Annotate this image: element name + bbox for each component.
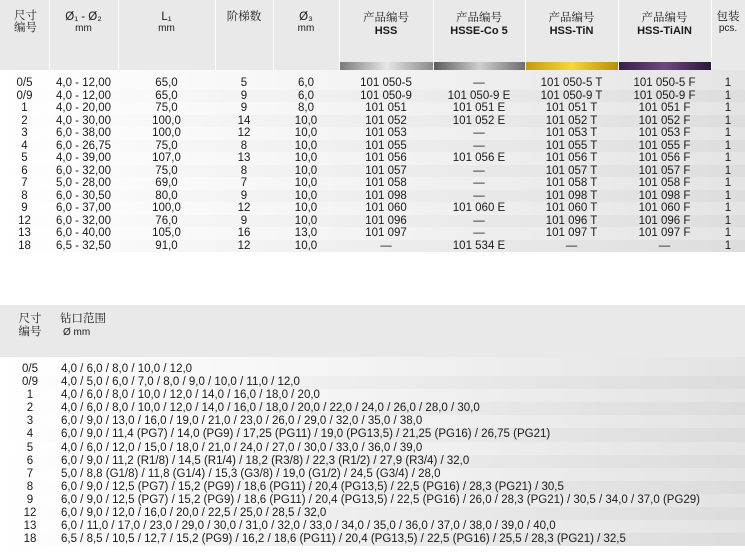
cell-steps: 8 <box>240 164 248 177</box>
cell-hss-code: 101 050-5 <box>360 77 412 89</box>
cell-hss-code: 101 050-9 <box>360 89 412 102</box>
cell-tialn-code: — <box>658 239 671 252</box>
cell-hsse-code: 101 060 E <box>452 202 506 214</box>
header-hss-name: HSS <box>374 25 398 37</box>
cell-steps: 14 <box>237 114 251 127</box>
header-hsse <box>433 0 525 70</box>
cell-hss-code: 101 097 <box>365 227 407 239</box>
cell-size: 12 <box>23 507 37 520</box>
cell-pack-qty: 1 <box>724 114 732 127</box>
product-table-body <box>0 70 745 252</box>
header-diameter-label: Ø₁ - Ø₂ <box>65 11 102 23</box>
cell-drill-range: 6,0 / 9,0 / 12,0 / 16,0 / 20,0 / 22,5 / 25,0 / 28,5 / 32,0 <box>61 507 327 520</box>
product-table <box>0 0 745 252</box>
table-row <box>0 428 745 441</box>
cell-diameter-range: 6,0 - 26,75 <box>56 139 111 152</box>
header-steps-label: 阶梯数 <box>226 11 262 23</box>
cell-drill-range: 4,0 / 5,0 / 6,0 / 7,0 / 8,0 / 9,0 / 10,0 / 11,0 / 12,0 <box>61 376 300 389</box>
cell-hsse-code: — <box>473 127 485 139</box>
cell-drill-range: 6,0 / 11,0 / 17,0 / 23,0 / 29,0 / 30,0 / 31,0 / 32,0 / 33,0 / 34,0 / 35,0 / 36,0 / 37,0 / 38,0 / 39,0 / 40,0 <box>61 520 556 533</box>
cell-drill-range: 4,0 / 6,0 / 12,0 / 15,0 / 18,0 / 21,0 / 24,0 / 27,0 / 30,0 / 33,0 / 36,0 / 39,0 <box>61 441 423 454</box>
cell-shank-diameter: 8,0 <box>298 102 314 114</box>
cell-drill-range: 4,0 / 6,0 / 8,0 / 10,0 / 12,0 / 14,0 / 16,0 / 18,0 / 20,0 / 22,0 / 24,0 / 26,0 / 28,0 / 30,0 <box>61 402 480 415</box>
cell-size: 8 <box>21 189 28 202</box>
cell-drill-range: 6,0 / 9,0 / 12,5 (PG7) / 15,2 (PG9) / 18,6 (PG11) / 20,4 (PG13,5) / 22,5 (PG16) / 28,3 (PG21) / 30,5 <box>61 480 564 493</box>
cell-length: 107,0 <box>152 152 181 164</box>
cell-length: 75,0 <box>155 102 178 114</box>
cell-shank-diameter: 10,0 <box>294 189 318 202</box>
header-shank-unit: mm <box>297 23 315 34</box>
cell-steps: 8 <box>240 139 248 152</box>
cell-diameter-range: 6,0 - 30,50 <box>56 189 111 202</box>
cell-diameter-range: 6,5 - 32,50 <box>56 239 111 252</box>
cell-hss-code: 101 056 <box>365 152 407 164</box>
cell-length: 65,0 <box>155 77 178 89</box>
cell-diameter-range: 4,0 - 12,00 <box>56 89 111 102</box>
header-size-cn2: 编号 <box>18 326 42 338</box>
cell-length: 105,0 <box>152 227 181 239</box>
header-shank-label: Ø₃ <box>299 11 313 23</box>
cell-shank-diameter: 10,0 <box>294 164 318 177</box>
drill-range-table-body <box>0 357 745 546</box>
cell-tialn-code: 101 058 F <box>638 177 691 189</box>
header-size <box>0 0 49 70</box>
cell-shank-diameter: 10,0 <box>294 127 318 139</box>
cell-shank-diameter: 10,0 <box>294 114 318 127</box>
cell-drill-range: 6,0 / 9,0 / 13,0 / 16,0 / 19,0 / 21,0 / 23,0 / 26,0 / 29,0 / 32,0 / 35,0 / 38,0 <box>61 415 423 428</box>
cell-pack-qty: 1 <box>724 139 732 152</box>
cell-tin-code: 101 056 T <box>545 152 598 164</box>
cell-drill-range: 6,0 / 9,0 / 11,4 (PG7) / 14,0 (PG9) / 17,25 (PG11) / 19,0 (PG13,5) / 21,25 (PG16) / 26,75 (PG21) <box>61 428 551 441</box>
cell-diameter-range: 5,0 - 28,00 <box>56 177 111 189</box>
cell-shank-diameter: 10,0 <box>294 152 318 164</box>
cell-drill-range: 6,5 / 8,5 / 10,5 / 12,7 / 15,2 (PG9) / 16,2 / 18,6 (PG11) / 20,4 (PG13,5) / 22,5 (PG16) / 25,5 / 28,3 (PG21) / 32,5 <box>61 533 626 546</box>
header-tin <box>525 0 618 70</box>
header-pack-unit: pcs. <box>718 23 738 34</box>
cell-size: 3 <box>26 415 34 428</box>
cell-tin-code: — <box>565 239 578 252</box>
cell-size: 9 <box>26 493 34 506</box>
cell-steps: 9 <box>240 89 248 102</box>
header-hss <box>339 0 433 70</box>
cell-hsse-code: — <box>473 214 485 227</box>
table-row <box>0 240 745 253</box>
cell-tin-code: 101 052 T <box>545 114 598 127</box>
cell-size: 9 <box>21 202 28 214</box>
cell-hsse-code: — <box>473 77 485 89</box>
table-row <box>0 90 745 103</box>
cell-steps: 12 <box>237 202 251 214</box>
header-length-unit: mm <box>158 23 175 34</box>
cell-size: 1 <box>21 102 28 114</box>
table-row <box>0 520 745 533</box>
header-size-cn: 尺寸 <box>18 313 42 325</box>
header-pack-cn: 包装 <box>716 11 740 23</box>
cell-steps: 7 <box>240 177 248 189</box>
cell-length: 80,0 <box>155 189 178 202</box>
cell-size: 13 <box>18 227 31 239</box>
cell-diameter-range: 6,0 - 32,00 <box>56 214 111 227</box>
cell-steps: 12 <box>237 239 251 252</box>
header-size <box>0 305 60 357</box>
cell-pack-qty: 1 <box>724 164 732 177</box>
header-tin-cn: 产品编号 <box>548 12 595 24</box>
cell-tin-code: 101 097 T <box>545 227 598 239</box>
cell-shank-diameter: 10,0 <box>294 139 318 152</box>
table-row <box>0 357 745 376</box>
cell-tin-code: 101 096 T <box>545 214 598 227</box>
header-hsse-name: HSSE-Co 5 <box>450 25 508 37</box>
header-size-cn2: 编号 <box>14 22 37 34</box>
cell-shank-diameter: 6,0 <box>298 89 314 102</box>
cell-hss-code: 101 057 <box>365 164 407 177</box>
cell-diameter-range: 4,0 - 12,00 <box>56 77 111 89</box>
cell-length: 65,0 <box>155 89 178 102</box>
cell-hss-code: 101 051 <box>365 102 407 114</box>
cell-pack-qty: 1 <box>724 77 732 89</box>
cell-diameter-range: 4,0 - 30,00 <box>56 114 111 127</box>
cell-hsse-code: — <box>473 139 485 152</box>
cell-pack-qty: 1 <box>724 127 732 139</box>
cell-pack-qty: 1 <box>724 102 732 114</box>
cell-size: 7 <box>21 177 28 189</box>
cell-tin-code: 101 050-5 T <box>540 77 603 89</box>
cell-shank-diameter: 10,0 <box>294 202 318 214</box>
cell-hss-code: 101 055 <box>365 139 407 152</box>
table-row <box>0 165 745 178</box>
cell-size: 7 <box>26 467 34 480</box>
cell-size: 18 <box>23 533 37 546</box>
hss-color-swatch <box>340 62 433 70</box>
cell-hss-code: 101 096 <box>365 214 407 227</box>
cell-tialn-code: 101 098 F <box>638 189 691 202</box>
cell-tin-code: 101 057 T <box>545 164 598 177</box>
cell-tialn-code: 101 060 F <box>638 202 691 214</box>
cell-length: 91,0 <box>155 239 178 252</box>
cell-shank-diameter: 6,0 <box>298 77 314 89</box>
cell-tialn-code: 101 053 F <box>638 127 691 139</box>
cell-tin-code: 101 098 T <box>545 189 598 202</box>
table-row <box>0 215 745 228</box>
cell-size: 8 <box>26 480 34 493</box>
table-row <box>0 70 745 90</box>
cell-tialn-code: 101 056 F <box>638 152 691 164</box>
table-row <box>0 227 745 240</box>
header-tialn-cn: 产品编号 <box>641 12 688 24</box>
drill-range-table <box>0 305 745 546</box>
table-row <box>0 533 745 546</box>
cell-pack-qty: 1 <box>724 239 732 252</box>
cell-hsse-code: — <box>473 189 485 202</box>
cell-tin-code: 101 053 T <box>545 127 598 139</box>
cell-steps: 9 <box>240 214 248 227</box>
cell-hss-code: 101 098 <box>365 189 407 202</box>
product-table-header <box>0 0 745 70</box>
header-length <box>118 0 215 70</box>
cell-diameter-range: 6,0 - 40,00 <box>56 227 111 239</box>
cell-pack-qty: 1 <box>724 89 732 102</box>
cell-drill-range: 4,0 / 6,0 / 8,0 / 10,0 / 12,0 / 14,0 / 16,0 / 18,0 / 20,0 <box>61 389 320 402</box>
cell-pack-qty: 1 <box>724 152 732 164</box>
cell-tin-code: 101 055 T <box>545 139 598 152</box>
table-row <box>0 202 745 215</box>
cell-size: 2 <box>21 114 28 127</box>
cell-size: 6 <box>26 454 34 467</box>
cell-diameter-range: 6,0 - 38,00 <box>56 127 111 139</box>
header-hss-cn: 产品编号 <box>363 12 409 24</box>
table-row <box>0 507 745 520</box>
cell-length: 100,0 <box>152 127 181 139</box>
header-shank <box>273 0 339 70</box>
cell-length: 76,0 <box>155 214 178 227</box>
cell-tin-code: 101 050-9 T <box>540 89 603 102</box>
cell-size: 3 <box>21 127 28 139</box>
header-hsse-cn: 产品编号 <box>456 12 502 24</box>
cell-pack-qty: 1 <box>724 227 732 239</box>
table-row <box>0 389 745 402</box>
cell-size: 4 <box>21 139 28 152</box>
cell-tin-code: 101 051 T <box>545 102 598 114</box>
cell-pack-qty: 1 <box>724 189 732 202</box>
table-row <box>0 468 745 481</box>
table-row <box>0 376 745 389</box>
cell-diameter-range: 6,0 - 32,00 <box>56 164 111 177</box>
cell-tin-code: 101 060 T <box>545 202 598 214</box>
tialn-color-swatch <box>619 62 711 70</box>
cell-tialn-code: 101 055 F <box>638 139 691 152</box>
cell-shank-diameter: 10,0 <box>294 214 318 227</box>
cell-pack-qty: 1 <box>724 202 732 214</box>
cell-size: 5 <box>26 441 34 454</box>
cell-tialn-code: 101 097 F <box>638 227 691 239</box>
cell-diameter-range: 4,0 - 20,00 <box>56 102 111 114</box>
cell-tialn-code: 101 051 F <box>638 102 691 114</box>
header-tialn <box>618 0 711 70</box>
cell-tialn-code: 101 050-5 F <box>633 77 696 89</box>
cell-drill-range: 6,0 / 9,0 / 11,2 (R1/8) / 14,5 (R1/4) / 18,2 (R3/8) / 22,3 (R1/2) / 27,9 (R3/4) / 32,0 <box>61 454 470 467</box>
header-steps <box>215 0 273 70</box>
header-size-cn: 尺寸 <box>14 10 37 22</box>
cell-drill-range: 6,0 / 9,0 / 12,5 (PG7) / 15,2 (PG9) / 18,6 (PG11) / 20,4 (PG13,5) / 22,5 (PG16) / 26,0 / 28,3 (PG21) / 30,5 / 34,0 / 37,0 (PG29) <box>61 493 701 506</box>
cell-tialn-code: 101 057 F <box>638 164 691 177</box>
cell-length: 69,0 <box>155 177 178 189</box>
cell-shank-diameter: 10,0 <box>294 239 318 252</box>
header-range-cn: 钻口范围 <box>60 313 106 325</box>
cell-tialn-code: 101 052 F <box>638 114 691 127</box>
table-row <box>0 127 745 140</box>
drill-range-table-header <box>0 305 745 357</box>
cell-size: 13 <box>23 520 37 533</box>
cell-hsse-code: — <box>473 227 485 239</box>
cell-hss-code: 101 053 <box>365 127 407 139</box>
cell-hsse-code: 101 056 E <box>452 152 506 164</box>
table-row <box>0 494 745 507</box>
cell-length: 100,0 <box>152 202 181 214</box>
table-row <box>0 115 745 128</box>
cell-hsse-code: — <box>473 164 485 177</box>
cell-steps: 9 <box>240 102 248 114</box>
cell-hsse-code: — <box>473 177 485 189</box>
header-range-unit: Ø mm <box>63 327 91 338</box>
cell-hsse-code: 101 051 E <box>452 102 506 114</box>
cell-size: 6 <box>21 164 28 177</box>
cell-shank-diameter: 13,0 <box>294 227 318 239</box>
table-row <box>0 481 745 494</box>
cell-hsse-code: 101 052 E <box>452 114 506 127</box>
table-row <box>0 152 745 165</box>
cell-hsse-code: 101 050-9 E <box>447 89 511 102</box>
hsse-color-swatch <box>434 62 525 70</box>
cell-diameter-range: 6,0 - 37,00 <box>56 202 111 214</box>
cell-steps: 12 <box>237 127 251 139</box>
header-tialn-name: HSS-TiAlN <box>637 25 692 37</box>
cell-size: 1 <box>26 389 34 402</box>
cell-tin-code: 101 058 T <box>545 177 598 189</box>
header-diameter-unit: mm <box>75 23 92 34</box>
table-row <box>0 102 745 115</box>
cell-hss-code: 101 052 <box>365 114 407 127</box>
cell-size: 18 <box>18 239 31 252</box>
cell-size: 0/5 <box>16 77 33 89</box>
header-pack <box>711 0 745 70</box>
cell-drill-range: 5,0 / 8,8 (G1/8) / 11,8 (G1/4) / 15,3 (G3/8) / 19,0 (G1/2) / 24,5 (G3/4) / 28,0 <box>61 467 441 480</box>
cell-size: 0/9 <box>16 89 33 102</box>
cell-size: 0/9 <box>22 376 38 389</box>
cell-hss-code: — <box>380 239 392 252</box>
cell-steps: 16 <box>237 227 251 239</box>
table-row <box>0 415 745 428</box>
cell-size: 4 <box>26 428 34 441</box>
cell-steps: 13 <box>237 152 251 164</box>
cell-pack-qty: 1 <box>724 214 732 227</box>
table-row <box>0 190 745 203</box>
table-row <box>0 455 745 468</box>
cell-length: 75,0 <box>155 139 178 152</box>
tin-color-swatch <box>526 62 618 70</box>
cell-steps: 5 <box>240 77 248 89</box>
cell-size: 12 <box>18 214 31 227</box>
cell-length: 75,0 <box>155 164 178 177</box>
table-row <box>0 140 745 153</box>
cell-size: 2 <box>26 402 34 415</box>
table-row <box>0 442 745 455</box>
cell-tialn-code: 101 096 F <box>638 214 691 227</box>
header-diameter <box>49 0 118 70</box>
header-length-label: L₁ <box>161 11 172 23</box>
cell-shank-diameter: 10,0 <box>294 177 318 189</box>
header-range <box>60 305 745 357</box>
cell-diameter-range: 4,0 - 39,00 <box>56 152 111 164</box>
cell-pack-qty: 1 <box>724 177 732 189</box>
cell-hss-code: 101 060 <box>365 202 407 214</box>
cell-size: 0/5 <box>22 363 38 375</box>
cell-steps: 9 <box>240 189 248 202</box>
header-tin-name: HSS-TiN <box>549 25 594 37</box>
table-row <box>0 177 745 190</box>
table-row <box>0 402 745 415</box>
cell-hsse-code: 101 534 E <box>452 239 506 252</box>
cell-length: 100,0 <box>152 114 181 127</box>
cell-hss-code: 101 058 <box>365 177 407 189</box>
cell-size: 5 <box>21 152 28 164</box>
cell-tialn-code: 101 050-9 F <box>633 89 696 102</box>
cell-drill-range: 4,0 / 6,0 / 8,0 / 10,0 / 12,0 <box>61 363 193 375</box>
